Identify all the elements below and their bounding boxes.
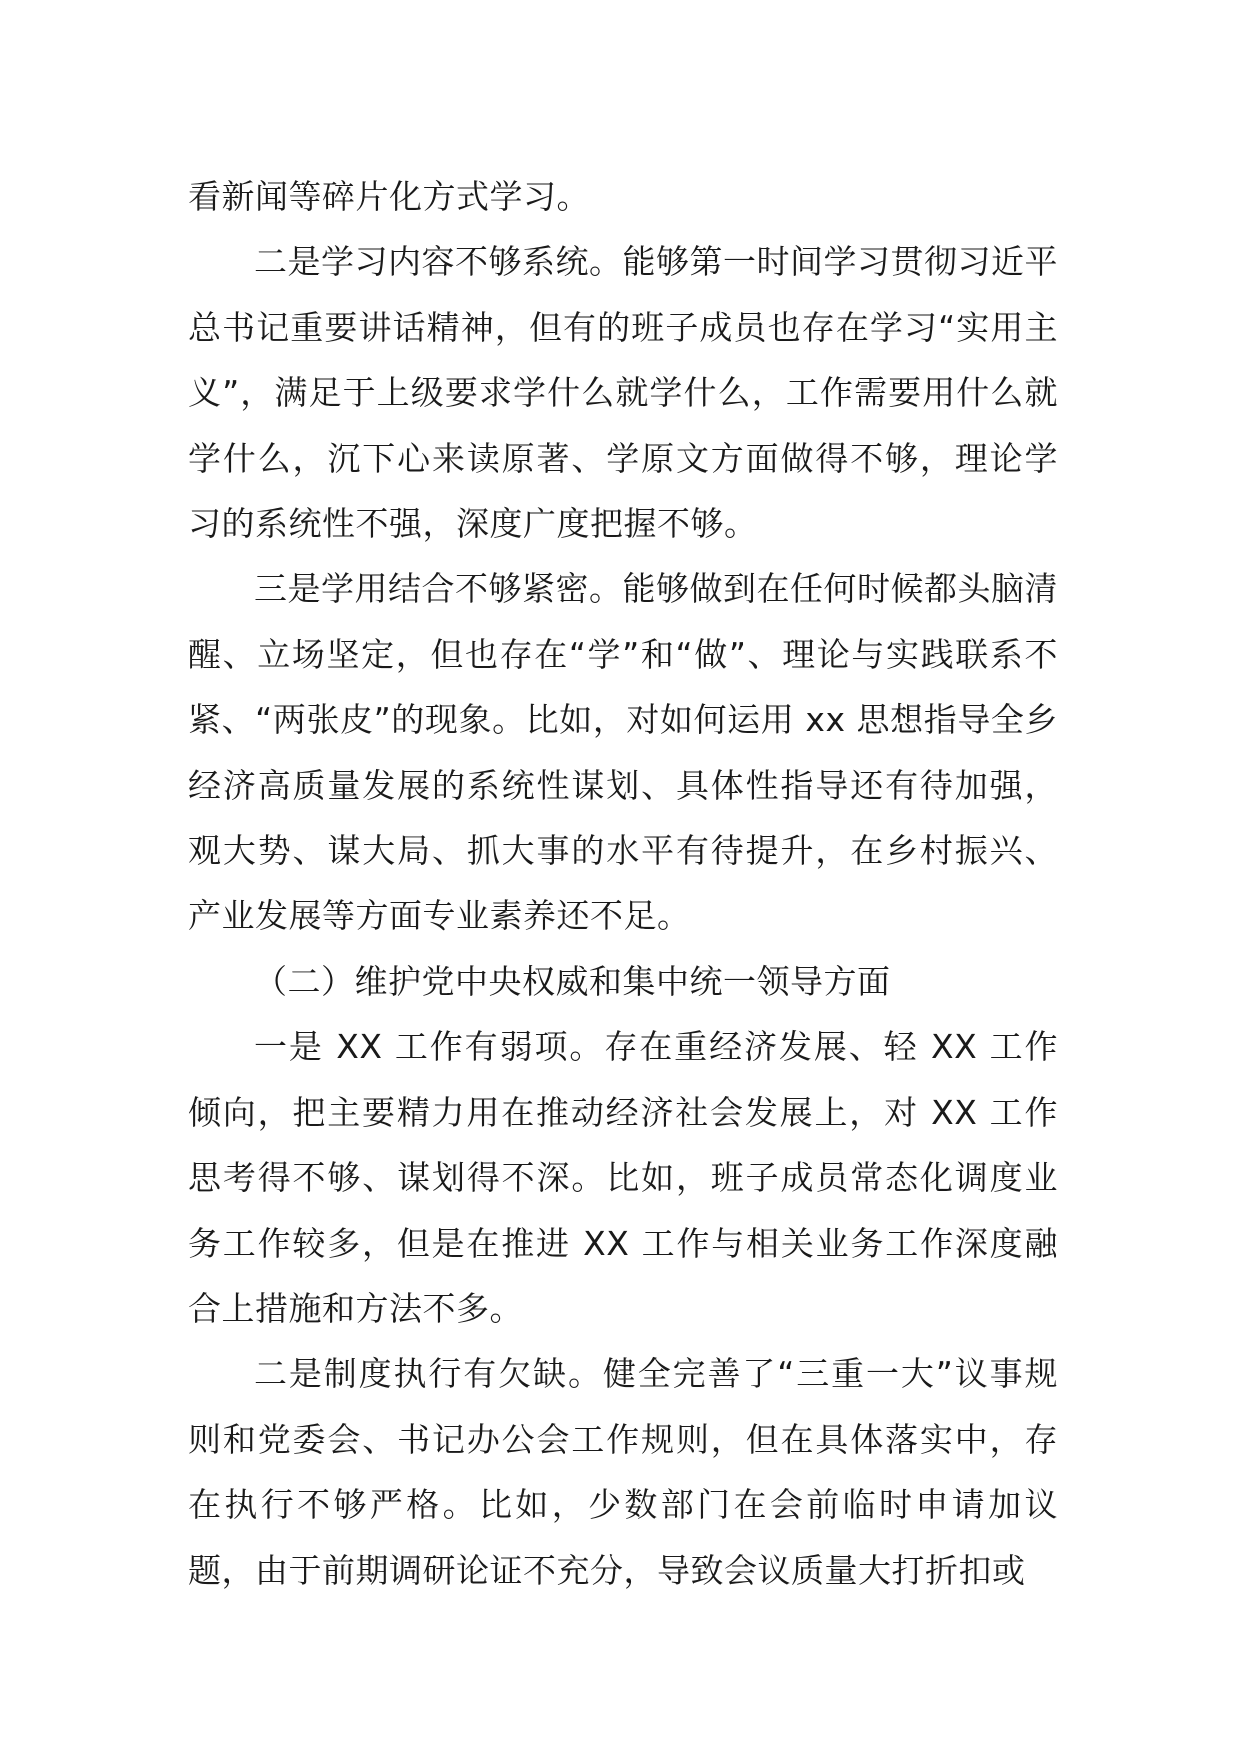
section-heading: （二）维护党中央权威和集中统一领导方面 (254, 961, 891, 1001)
document-body (188, 164, 1058, 1603)
paragraph-continuation: 看新闻等碎片化方式学习。 (188, 177, 590, 216)
paragraph-system-execution: 二是制度执行有欠缺。健全完善了“三重一大”议事规则和党委会、书记办公会工作规则，但在具体落实中，存在执行不够严格。比如，少数部门在会前临时申请加议题，由于前期调研论证不充分，导致会议质量大打折扣或 (188, 1354, 1058, 1590)
paragraph-learning-application: 三是学用结合不够紧密。能够做到在任何时候都头脑清醒、立场坚定，但也存在“学”和“做”、理论与实践联系不紧、“两张皮”的现象。比如，对如何运用 xx 思想指导全乡经济高质量发展的系统性谋划、具体性指导还有待加强，观大势、谋大局、抓大事的水平有待提升，在乡村振兴、产业发展等方面专业素养还不足。 (188, 569, 1058, 936)
paragraph-xx-work: 一是 XX 工作有弱项。存在重经济发展、轻 XX 工作倾向，把主要精力用在推动经济社会发展上，对 XX 工作思考得不够、谋划得不深。比如，班子成员常态化调度业务工作较多，但是在推进 XX 工作与相关业务工作深度融合上措施和方法不多。 (188, 1027, 1058, 1328)
paragraph-learning-content: 二是学习内容不够系统。能够第一时间学习贯彻习近平总书记重要讲话精神，但有的班子成员也存在学习“实用主义”，满足于上级要求学什么就学什么，工作需要用什么就学什么，沉下心来读原著、学原文方面做得不够，理论学习的系统性不强，深度广度把握不够。 (188, 242, 1058, 544)
